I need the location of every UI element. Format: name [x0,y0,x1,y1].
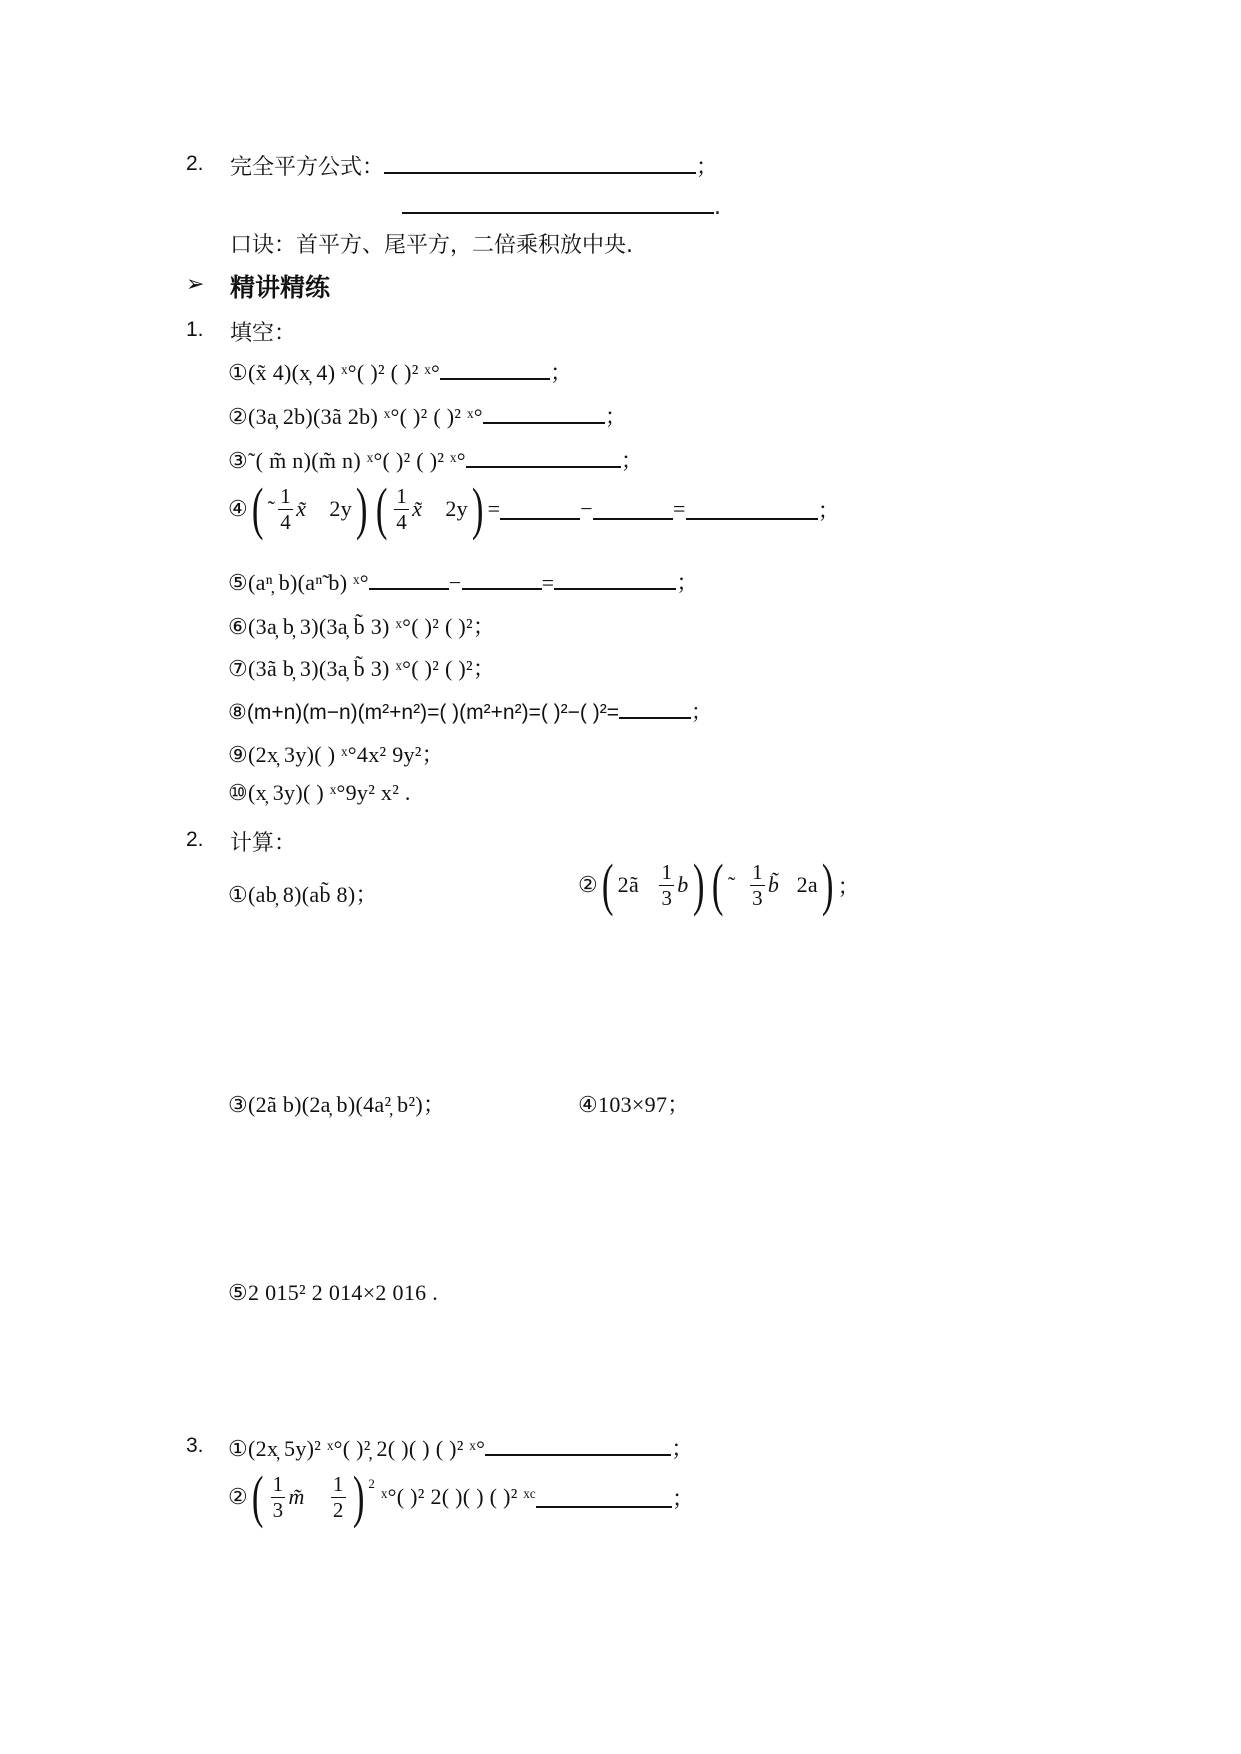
q1-item-5-expr: (aⁿ̦ b)(aⁿ̃ b) ˣ° [248,570,369,595]
q1-item-6-mark: ⑥ [228,614,249,639]
left-paren: ( [251,1464,264,1529]
formula-label-text: 完全平方公式： [230,155,385,180]
q1-item-1-end: ； [550,360,573,385]
q2-item-3 [228,1088,445,1119]
q1-item-1-blank[interactable] [440,358,550,380]
q2-item-1 [228,878,378,909]
right-paren: ) [355,476,368,541]
q1-item-4-eq1: = [487,496,501,521]
arrow-bullet-icon: ➢ [186,272,205,297]
q2-item-1-mark: ① [228,882,249,907]
q1-item-4-minus-sign: ˜ [267,496,276,521]
q1-item-2-end: ； [604,404,628,429]
q2-item-2 [578,852,860,917]
q2-item-2-frac-b [750,860,765,909]
q1-item-4-frac-b [394,484,409,533]
q1-item-2 [228,400,627,431]
q1-item-5-eq: = [541,570,555,595]
q3-item-2-m: m̃ [288,1484,305,1509]
q3-item-1-end: ； [671,1436,694,1461]
q1-item-10 [228,780,411,806]
formula-end-2: . [714,195,721,220]
q2-item-4-expr: 103×97； [598,1092,690,1117]
q3-item-2-frac-1 [271,1472,286,1521]
q1-number: 1. [186,318,204,341]
q1-item-5-blank-1[interactable] [369,568,449,590]
mnemonic-text: 口诀：首平方、尾平方，二倍乘积放中央. [230,233,633,258]
q1-item-4-x-b: x̃ [412,496,423,521]
q3-item-2-mark: ② [228,1484,249,1509]
q1-item-5 [228,566,699,597]
q2-item-2-frac-a [659,860,674,909]
q1-item-4-blank-3[interactable] [686,498,818,520]
q3-item-2-blank[interactable] [536,1486,672,1508]
q2-number: 2. [186,828,204,851]
frac-denominator: 3 [661,885,673,910]
q1-item-5-blank-2[interactable] [462,568,542,590]
q2-item-5 [228,1280,438,1306]
q1-item-1-mark: ① [228,360,249,385]
q1-item-3-mark: ③ [228,448,249,473]
q1-item-8-expr: (m+n)(m−n)(m²+n²)=( )(m²+n²)=( )²−( )²= [246,701,619,724]
q1-item-2-expr: (3a̦ 2b)(3ã 2b) ˣ°( )² ( )² ˣ° [248,404,483,429]
q1-item-1 [228,356,572,387]
q1-item-10-mark: ⑩ [228,780,249,805]
right-paren: ) [471,476,484,541]
q1-item-2-mark: ② [228,404,249,429]
q1-item-4-x-a: x̃ [296,496,307,521]
q1-item-3 [228,444,643,475]
q1-item-5-mark: ⑤ [228,570,249,595]
frac-denominator: 2 [332,1497,344,1522]
q1-item-9 [228,738,444,769]
formula-blank-1[interactable] [384,152,696,174]
q1-item-8-blank[interactable] [619,697,691,719]
q2-item-3-mark: ③ [228,1092,249,1117]
q1-item-4-blank-2[interactable] [593,498,673,520]
q2-item-3-expr: (2ã b)(2a̦ b)(4a²̦ b²)； [248,1092,446,1117]
q1-item-4-part2: 2y [445,496,468,521]
left-paren: ( [712,852,724,917]
left-paren: ( [251,476,264,541]
q1-item-7 [228,652,495,683]
q2-item-2-c: 2a [796,872,818,897]
q1-item-3-expr: ˜( m̃ n)(m̃ n) ˣ°( )² ( )² ˣ° [248,448,466,473]
q1-item-9-mark: ⑨ [228,742,249,767]
q1-item-3-end: ； [620,448,644,473]
q1-item-4-minus: − [580,496,594,521]
q1-title: 填空： [230,321,297,346]
q2-item-2-mark: ② [578,872,599,897]
frac-denominator: 4 [396,509,408,534]
q2-title: 计算： [230,831,297,856]
q3-item-2-expr: ˣ°( )² 2( )( ) ( )² ˣᶜ [380,1484,536,1509]
q2-item-5-expr: 2 015² 2 014×2 016 . [248,1280,439,1305]
q2-item-2-b: b [677,872,689,897]
right-paren: ) [692,852,705,917]
q2-item-2-end: ； [837,873,860,899]
q1-item-4 [228,476,841,541]
q1-item-10-expr: (x̦ 3y)( ) ˣ°9y² x² . [248,780,411,805]
q1-item-4-blank-1[interactable] [500,498,580,520]
formula-blank-2[interactable] [402,192,714,214]
frac-numerator: 1 [272,1472,284,1497]
q1-item-8-end: ； [691,701,712,724]
q1-item-8 [228,696,712,726]
q2-item-1-expr: (ab̦ 8)(ab̃ 8)； [248,882,378,907]
q1-item-7-mark: ⑦ [228,656,249,681]
q1-item-1-expr: (x̃ 4)(x̦ 4) ˣ°( )² ( )² ˣ° [248,360,441,385]
right-paren: ) [821,852,834,917]
q1-item-2-blank[interactable] [483,402,605,424]
q2-item-5-mark: ⑤ [228,1280,249,1305]
q3-number: 3. [186,1434,204,1457]
frac-denominator: 3 [752,885,763,910]
q1-item-4-mark: ④ [228,496,249,521]
q1-item-3-blank[interactable] [466,446,621,468]
formula-end-1: ； [696,155,719,180]
q3-item-1-blank[interactable] [485,1434,671,1456]
frac-numerator: 1 [752,860,763,885]
q1-item-4-eq2: = [673,496,686,521]
q3-item-2 [228,1464,695,1529]
q1-item-5-minus: − [448,570,462,595]
frac-numerator: 1 [396,484,408,509]
q2-item-2-minus-sign: ˜ [727,872,736,897]
section-heading: 精讲精练 [230,273,331,302]
q1-item-9-expr: (2x̦ 3y)( ) ˣ°4x² 9y²； [248,742,444,767]
q2-item-2-b2: b̃ [767,872,780,897]
right-paren: ) [352,1464,365,1529]
frac-denominator: 3 [272,1497,284,1522]
q3-item-2-frac-2 [331,1472,346,1521]
left-paren: ( [601,852,614,917]
q2-item-2-a: 2ã [617,872,640,897]
q1-item-4-part1: 2y [329,496,352,521]
q1-item-6 [228,610,495,641]
q2-item-4 [578,1088,690,1119]
q3-item-1-mark: ① [228,1436,249,1461]
q2-item-4-mark: ④ [578,1092,599,1117]
frac-numerator: 1 [280,484,292,509]
q3-item-2-sq: 2 [368,1476,376,1491]
frac-numerator: 1 [332,1472,344,1497]
q1-item-5-blank-3[interactable] [554,568,676,590]
q1-item-8-mark: ⑧ [228,701,247,724]
q1-item-4-frac-a [278,484,293,533]
formula-line-2 [402,192,721,220]
frac-numerator: 1 [661,860,673,885]
q1-item-6-expr: (3a̦ b̦ 3)(3a̦ b̃ 3) ˣ°( )² ( )²； [248,614,496,639]
section-number: 2. [186,152,204,175]
q1-item-7-expr: (3ã b̦ 3)(3a̦ b̃ 3) ˣ°( )² ( )²； [248,656,496,681]
frac-denominator: 4 [280,509,292,534]
left-paren: ( [375,476,388,541]
q3-item-1-expr: (2x̦ 5y)² ˣ°( )²̦ 2( )( ) ( )² ˣ° [248,1436,486,1461]
q3-item-2-end: ； [671,1485,695,1511]
q1-item-4-end: ； [817,497,841,523]
formula-label [230,150,718,181]
q3-item-1 [228,1432,694,1463]
q1-item-5-end: ； [676,570,699,595]
